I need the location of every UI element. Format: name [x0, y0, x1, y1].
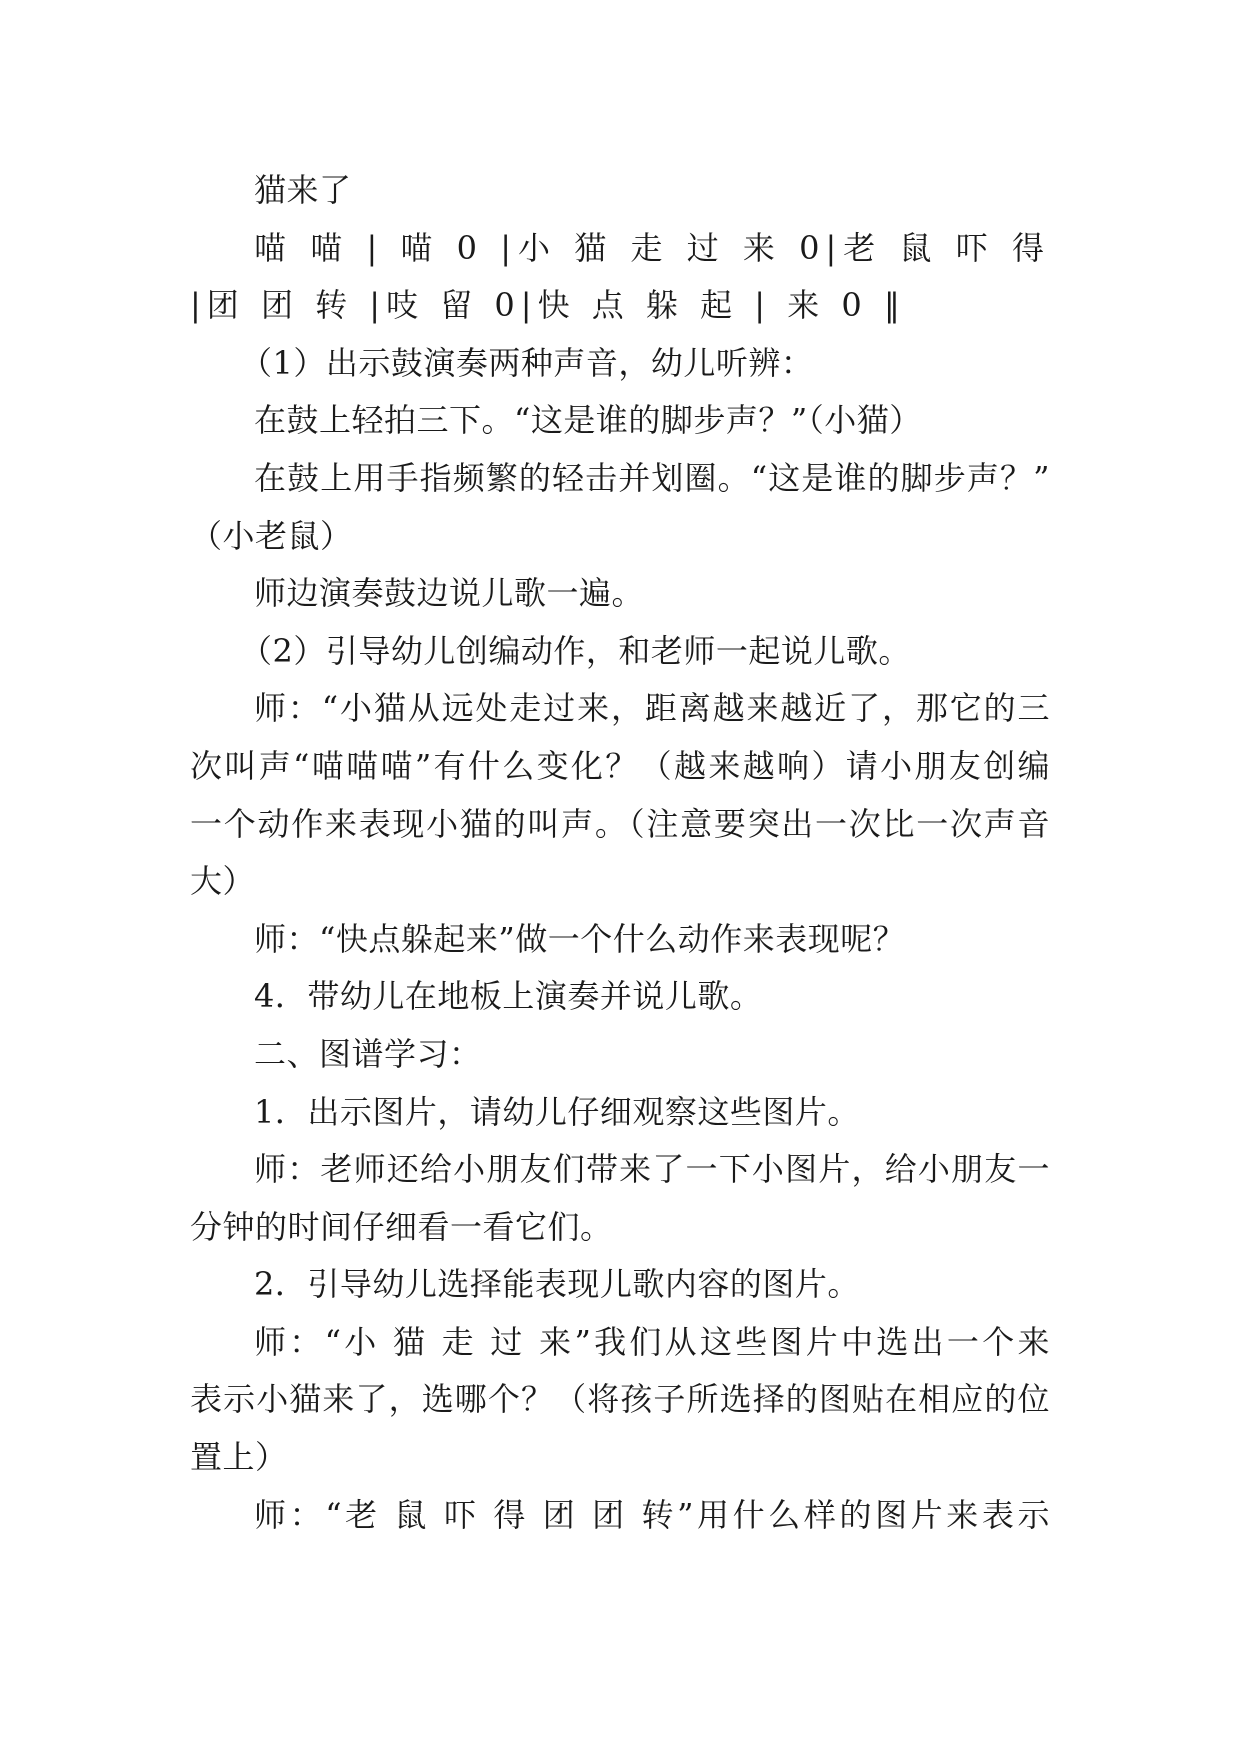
- text-line: 师边演奏鼓边说儿歌一遍。: [254, 574, 645, 613]
- text-line: 置上）: [190, 1438, 288, 1477]
- text-line: 师：老师还给小朋友们带来了一下小图片，给小朋友一: [254, 1150, 1050, 1189]
- text-line: 一个动作来表现小猫的叫声。（注意要突出一次比一次声音: [190, 804, 1050, 843]
- text-line: （2）引导幼儿创编动作，和老师一起说儿歌。: [240, 631, 911, 670]
- text-line: 表示小猫来了，选哪个？（将孩子所选择的图贴在相应的位: [190, 1380, 1050, 1419]
- notation-line: |团 团 转 |吱 留 0|快 点 躲 起 | 来 0 ‖: [190, 286, 906, 325]
- text-line: 猫来了: [254, 171, 352, 209]
- text-line: 大）: [190, 862, 256, 901]
- text-line: 在鼓上轻拍三下。“这是谁的脚步声？”（小猫）: [254, 401, 922, 440]
- text-line: 次叫声“喵喵喵”有什么变化？（越来越响）请小朋友创编: [190, 746, 1050, 785]
- notation-line: 喵 喵 | 喵 0 |小 猫 走 过 来 0|老 鼠 吓 得: [254, 228, 1050, 267]
- text-line: 1．出示图片，请幼儿仔细观察这些图片。: [254, 1092, 860, 1131]
- document-body: [190, 162, 1050, 1544]
- text-line: （小老鼠）: [190, 516, 353, 555]
- text-line: 师：“小猫从远处走过来，距离越来越近了，那它的三: [254, 689, 1050, 728]
- text-line: 师：“快点躲起来”做一个什么动作来表现呢？: [254, 919, 906, 958]
- text-line: 师：“老 鼠 吓 得 团 团 转”用什么样的图片来表示: [254, 1495, 1050, 1534]
- section-heading: 二、图谱学习：: [254, 1034, 482, 1073]
- text-line: 2．引导幼儿选择能表现儿歌内容的图片。: [254, 1265, 860, 1304]
- text-line: 4．带幼儿在地板上演奏并说儿歌。: [254, 977, 763, 1016]
- text-line: 分钟的时间仔细看一看它们。: [190, 1207, 613, 1246]
- text-line: 在鼓上用手指频繁的轻击并划圈。“这是谁的脚步声？”: [254, 458, 1050, 497]
- text-line: 师：“小 猫 走 过 来”我们从这些图片中选出一个来: [254, 1322, 1050, 1361]
- text-line: （1）出示鼓演奏两种声音，幼儿听辨：: [240, 343, 814, 382]
